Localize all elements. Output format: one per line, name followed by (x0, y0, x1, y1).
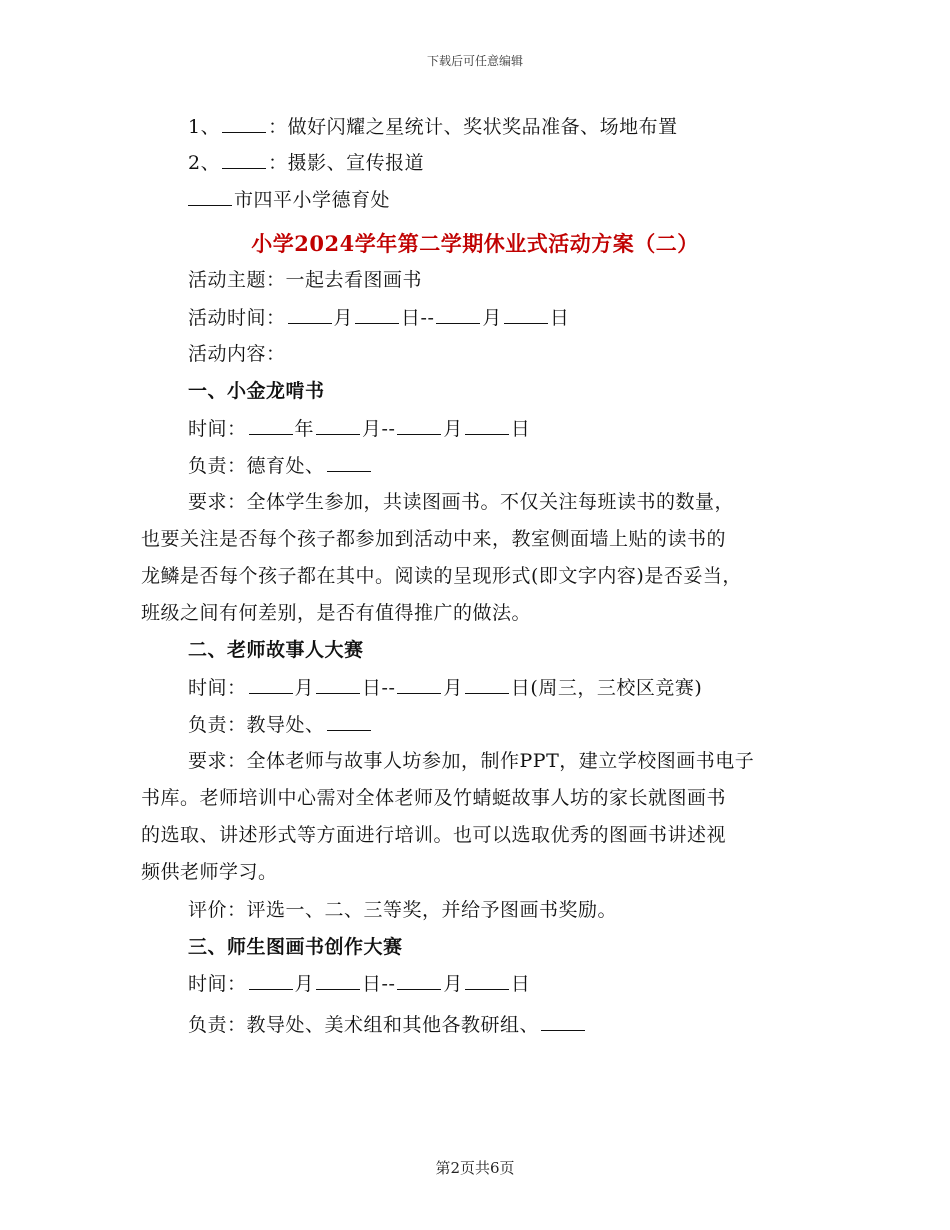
time-label: 时间： (188, 418, 247, 440)
fill-blank (327, 712, 371, 731)
task-text: ：做好闪耀之星统计、奖状奖品准备、场地布置 (268, 116, 678, 138)
month-unit: 月 (443, 677, 463, 699)
range-dash: -- (381, 677, 396, 699)
list-number: 2、 (188, 152, 221, 174)
day-unit: 日 (362, 973, 382, 995)
fill-blank (316, 416, 360, 435)
range-dash: -- (381, 973, 396, 995)
page-header: 下载后可任意编辑 (426, 54, 523, 68)
fill-blank (249, 675, 293, 694)
range-dash: -- (381, 418, 396, 440)
page-footer: 第2页共6页 (435, 1159, 515, 1177)
section-2-heading: 二、老师故事人大赛 (188, 639, 364, 661)
time-label: 时间： (188, 677, 247, 699)
fill-blank (397, 971, 441, 990)
fill-blank (465, 416, 509, 435)
month-unit: 月 (294, 677, 315, 699)
document-title: 小学2024学年第二学期休业式活动方案（二） (251, 231, 699, 256)
fill-blank (504, 305, 548, 324)
fill-blank (316, 971, 360, 990)
section-2-requirement-2: 书库。老师培训中心需对全体老师及竹蜻蜓故事人坊的家长就图画书 (141, 787, 727, 809)
fill-blank (249, 416, 293, 435)
day-unit: 日 (401, 307, 421, 329)
responsible-text: 负责：教导处、美术组和其他各教研组、 (188, 1014, 540, 1036)
section-3-time (188, 971, 530, 997)
section-1-requirement-1: 要求：全体学生参加，共读图画书。不仅关注每班读书的数量， (188, 491, 735, 513)
activity-time (188, 305, 569, 331)
activity-content-label: 活动内容： (188, 343, 286, 365)
fill-blank (465, 971, 509, 990)
task-text: ：摄影、宣传报道 (268, 152, 425, 174)
month-unit: 月 (443, 973, 463, 995)
fill-blank (397, 675, 441, 694)
fill-blank (249, 971, 293, 990)
activity-theme: 活动主题：一起去看图画书 (188, 269, 423, 291)
fill-blank (327, 453, 371, 472)
month-unit: 月 (294, 973, 315, 995)
day-unit: 日 (549, 307, 570, 329)
year-unit: 年 (294, 418, 315, 440)
day-unit: 日 (510, 973, 531, 995)
range-dash: -- (420, 307, 435, 329)
time-note: (周三，三校区竞赛) (530, 677, 703, 699)
section-2-evaluation: 评价：评选一、二、三等奖，并给予图画书奖励。 (188, 899, 618, 921)
day-unit: 日 (510, 418, 531, 440)
section-1-requirement-2: 也要关注是否每个孩子都参加到活动中来，教室侧面墙上贴的读书的 (141, 528, 727, 550)
month-unit: 月 (333, 307, 354, 329)
responsible-text: 负责：德育处、 (188, 455, 325, 477)
month-unit: 月 (362, 418, 382, 440)
fill-blank (222, 150, 266, 169)
section-1-requirement-3: 龙鳞是否每个孩子都在其中。阅读的呈现形式(即文字内容)是否妥当， (141, 565, 742, 587)
section-2-responsible (188, 712, 373, 738)
fill-blank (397, 416, 441, 435)
day-unit: 日 (510, 677, 531, 699)
responsible-text: 负责：教导处、 (188, 714, 325, 736)
section-2-time (188, 675, 702, 701)
section-2-requirement-3: 的选取、讲述形式等方面进行培训。也可以选取优秀的图画书讲述视 (141, 824, 727, 846)
fill-blank (465, 675, 509, 694)
day-unit: 日 (362, 677, 382, 699)
section-2-requirement-1: 要求：全体老师与故事人坊参加，制作PPT，建立学校图画书电子 (188, 750, 755, 772)
section-1-requirement-4: 班级之间有何差别，是否有值得推广的做法。 (141, 602, 532, 624)
section-1-responsible (188, 453, 373, 479)
section-1-time (188, 416, 530, 442)
fill-blank (316, 675, 360, 694)
task-line-1 (188, 114, 678, 140)
section-2-requirement-4: 频供老师学习。 (141, 861, 278, 883)
list-number: 1、 (188, 116, 221, 138)
fill-blank (436, 305, 480, 324)
month-unit: 月 (443, 418, 463, 440)
section-3-heading: 三、师生图画书创作大赛 (188, 936, 403, 958)
fill-blank (541, 1012, 585, 1031)
fill-blank (188, 187, 232, 206)
fill-blank (288, 305, 332, 324)
fill-blank (222, 114, 266, 133)
activity-time-label: 活动时间： (188, 307, 286, 329)
fill-blank (355, 305, 399, 324)
section-3-responsible (188, 1012, 587, 1038)
month-unit: 月 (482, 307, 502, 329)
time-label: 时间： (188, 973, 247, 995)
task-line-2 (188, 150, 424, 176)
organizer-line (188, 187, 390, 213)
organizer-text: 市四平小学德育处 (234, 189, 391, 211)
section-1-heading: 一、小金龙啃书 (188, 380, 325, 402)
